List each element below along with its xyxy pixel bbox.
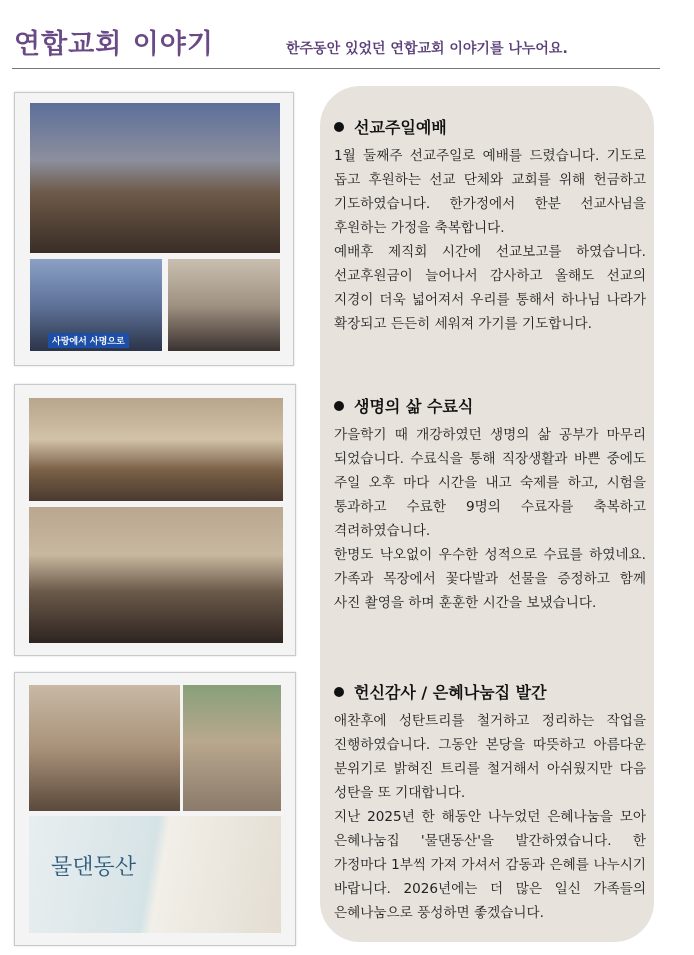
photo-congregation-worship [30, 103, 280, 253]
photo-grace-book [29, 816, 281, 933]
section-graduation [334, 394, 646, 615]
section-body [334, 709, 646, 925]
bullet-icon [334, 687, 344, 697]
photo-graduates-on-stage [29, 398, 283, 501]
photo-pastor-speaking [30, 259, 162, 351]
paragraph: 지난 2025년 한 해동안 나누었던 은혜나눔을 모아 은혜나눔집 '물댄동산'을 발간하였습니다. 한 가정마다 1부씩 가져 가셔서 감동과 은혜를 나누시기 바랍니다. 2026년에는 더 많은 일신 가족들의 은혜나눔으로 풍성하면 좋겠습니다. [334, 809, 646, 921]
photo-tree-removal [29, 685, 180, 811]
section-mission-sunday [334, 115, 646, 336]
book-cover-title: 물댄동산 [51, 855, 137, 880]
photo-frame-mission-sunday [14, 92, 294, 366]
section-heading: 선교주일예배 [334, 115, 646, 138]
paragraph: 1월 둘째주 선교주일로 예배를 드렸습니다. 기도로 돕고 후원하는 선교 단체와 교회를 위해 헌금하고 기도하였습니다. 한가정에서 한분 선교사님을 후원하는 가정을 축복합니다. [334, 148, 646, 236]
paragraph: 예배후 제직회 시간에 선교보고를 하였습니다. 선교후원금이 늘어나서 감사하고 올해도 선교의 지경이 더욱 넓어져서 우리를 통해서 하나님 나라가 확장되고 든든히 세워져 가기를 기도합니다. [334, 244, 646, 332]
section-heading: 헌신감사 / 은혜나눔집 발간 [334, 680, 646, 703]
section-body [334, 423, 646, 615]
paragraph: 한명도 낙오없이 우수한 성적으로 수료를 하였네요. 가족과 목장에서 꽃다발과 선물을 증정하고 함께 사진 촬영을 하며 훈훈한 시간을 보냈습니다. [334, 547, 646, 611]
paragraph: 가을학기 때 개강하였던 생명의 삶 공부가 마무리 되었습니다. 수료식을 통해 직장생활과 바쁜 중에도 주일 오후 마다 시간을 내고 숙제를 하고, 시험을 통과하고 수료한 9명의 수료자를 축복하고 격려하였습니다. [334, 427, 646, 539]
photo-frame-graduation [14, 384, 296, 656]
paragraph: 애찬후에 성탄트리를 철거하고 정리하는 작업을 진행하였습니다. 그동안 본당을 따뜻하고 아름다운 분위기로 밝혀진 트리를 철거해서 아쉬웠지만 다음 성탄을 또 기대합니다. [334, 713, 646, 801]
stage-banner-text: 사랑에서 사명으로 [48, 333, 129, 348]
photo-child-with-tree [183, 685, 281, 811]
photo-group-photo [29, 507, 283, 643]
section-body [334, 144, 646, 336]
section-heading: 생명의 삶 수료식 [334, 394, 646, 417]
header-divider [12, 68, 660, 69]
page-title: 연합교회 이야기 [14, 29, 214, 60]
bullet-icon [334, 122, 344, 132]
photo-offering-bag [168, 259, 280, 351]
page-subtitle: 한주동안 있었던 연합교회 이야기를 나누어요. [286, 41, 568, 57]
photo-frame-thanksgiving [14, 672, 296, 946]
page-header [0, 0, 694, 70]
section-thanksgiving [334, 680, 646, 925]
bullet-icon [334, 401, 344, 411]
